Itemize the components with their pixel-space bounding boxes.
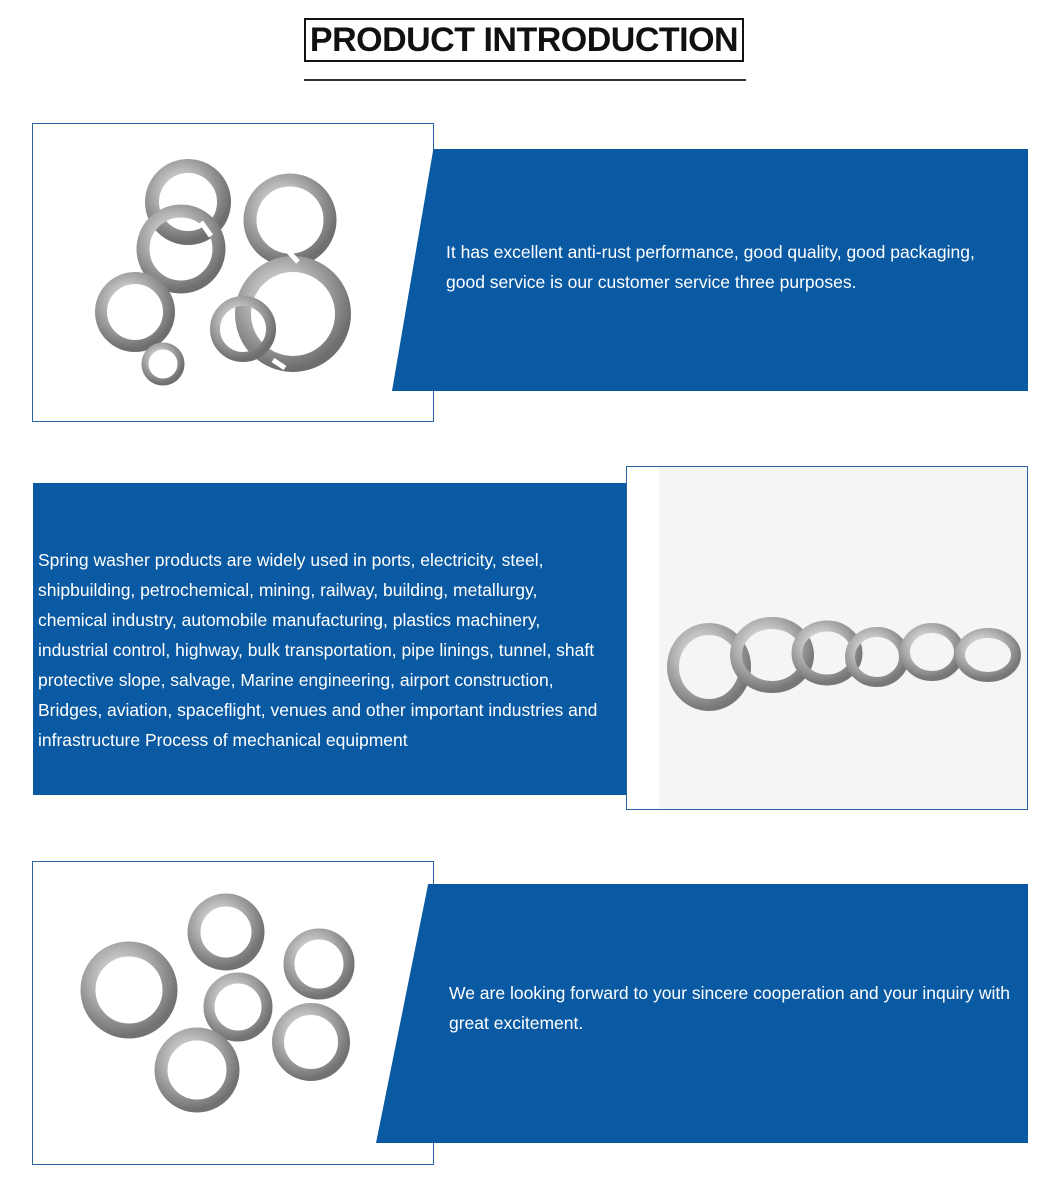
spring-washers-image-1 <box>33 124 433 421</box>
section-title-box <box>304 18 744 62</box>
product-image-frame-3 <box>32 861 434 1165</box>
page-title: PRODUCT INTRODUCTION <box>309 20 739 59</box>
spring-washers-image-2 <box>627 467 1027 809</box>
spring-washers-image-3 <box>33 862 433 1164</box>
product-image-frame-2 <box>626 466 1028 810</box>
product-image-frame-1 <box>32 123 434 422</box>
info-text-3: We are looking forward to your sincere cooperation and your inquiry with great excitement. <box>449 983 1010 1033</box>
info-banner-1 <box>392 149 1028 391</box>
info-banner-2 <box>33 483 686 795</box>
info-text-1: It has excellent anti-rust performance, good quality, good packaging, good service is our customer service three purposes. <box>446 242 975 292</box>
info-text-2: Spring washer products are widely used in ports, electricity, steel, shipbuilding, petrochemical, mining, railway, building, metallurgy, chemical industry, automobile manufacturing, plastics machinery, industrial control, highway, bulk transportation, pipe linings, tunnel, shaft protective slope, salvage, Marine engineering, airport construction, Bridges, aviation, spaceflight, venues and other important industries and infrastructure Process of mechanical equipment <box>38 550 598 750</box>
title-underline <box>304 79 746 81</box>
info-banner-3 <box>376 884 1028 1143</box>
